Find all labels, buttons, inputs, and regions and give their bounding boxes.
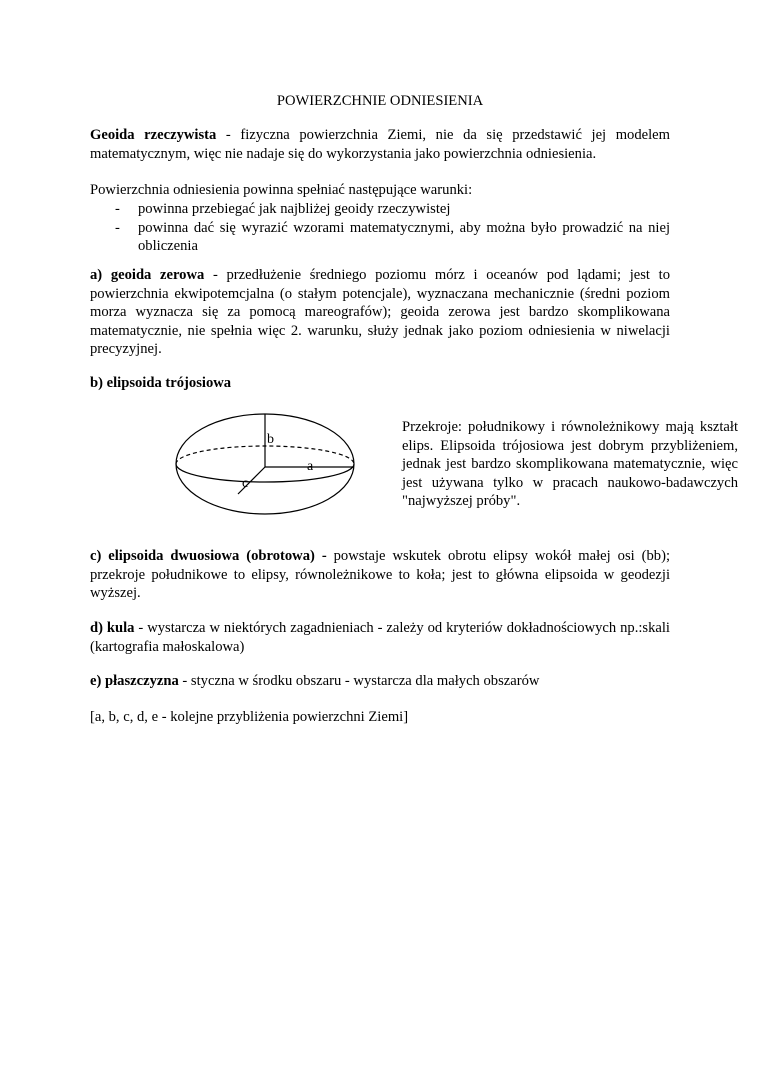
page-title: POWIERZCHNIE ODNIESIENIA [276,93,484,109]
geoid-text: - fizyczna powierzchnia Ziemi, nie da się przedstawić jej modelem matematycznym, więc nie nadaje się do wykorzystania jako powierzchnia odniesienia. [90,127,670,162]
ellipsoid-diagram [174,412,364,522]
section-a-text: - przedłużenie średniego poziomu mórz i oceanów pod lądami; jest to powierzchnia ekwipotemcjalna (o stałym potencjale), wyznaczana mechanicznie (średni poziom morza wyznacza się za pomocą mareografów); geoida zerowa jest bardzo skomplikowana matematycznie, nie spełnia więc 2. warunku, służy jednak jako poziom odniesienia w niwelacji precyzyjnej. [90,267,670,357]
list-item [90,200,670,219]
bullet-dash: - [115,201,120,217]
ellipsoid-description: Przekroje: południkowy i równoleżnikowy mają kształt elips. Elipsoida trójosiowa jest dobrym przybliżeniem, jednak jest bardzo skomplikowana matematycznie, więc jest używana tylko w pracach naukowo-badawczych "najwyższej próby". [402,419,738,509]
section-a-term: a) geoida zerowa [90,267,205,283]
section-e-text: - styczna w środku obszaru - wystarcza dla małych obszarów [178,673,540,689]
section-e-term: e) płaszczyzna [90,673,179,689]
condition-1: powinna przebiegać jak najbliżej geoidy rzeczywistej [138,201,451,217]
label-c: c [242,476,249,491]
section-d-paragraph [90,619,670,656]
list-item [90,219,670,256]
footer-note: [a, b, c, d, e - kolejne przybliżenia powierzchni Ziemi] [90,709,409,725]
geoid-paragraph [90,126,670,163]
conditions-intro: Powierzchnia odniesienia powinna spełniać następujące warunki: [90,182,473,198]
section-b-heading: b) elipsoida trójosiowa [90,375,232,391]
section-d-term: d) kula [90,620,135,636]
label-a: a [307,459,314,474]
geoid-term: Geoida rzeczywista [90,127,217,143]
section-c-text: powstaje wskutek obrotu elipsy wokół małej osi (bb); przekroje południkowe to elipsy, równoleżnikowe to koła; jest to główna elipsoida w geodezji wyższej. [90,548,670,601]
section-d-text: - wystarcza w niektórych zagadnieniach - zależy od kryteriów dokładnościowych np.:skali (kartografia małoskalowa) [90,620,670,655]
section-a-paragraph [90,266,670,359]
section-c-term: c) elipsoida dwuosiowa (obrotowa) - [90,548,327,564]
section-e-paragraph [90,672,670,691]
bullet-dash: - [115,219,120,236]
section-c-paragraph [90,547,670,603]
conditions-list [90,200,670,256]
label-b: b [267,432,274,447]
condition-2: powinna dać się wyrazić wzorami matematycznymi, aby można było prowadzić na niej obliczenia [138,219,670,254]
